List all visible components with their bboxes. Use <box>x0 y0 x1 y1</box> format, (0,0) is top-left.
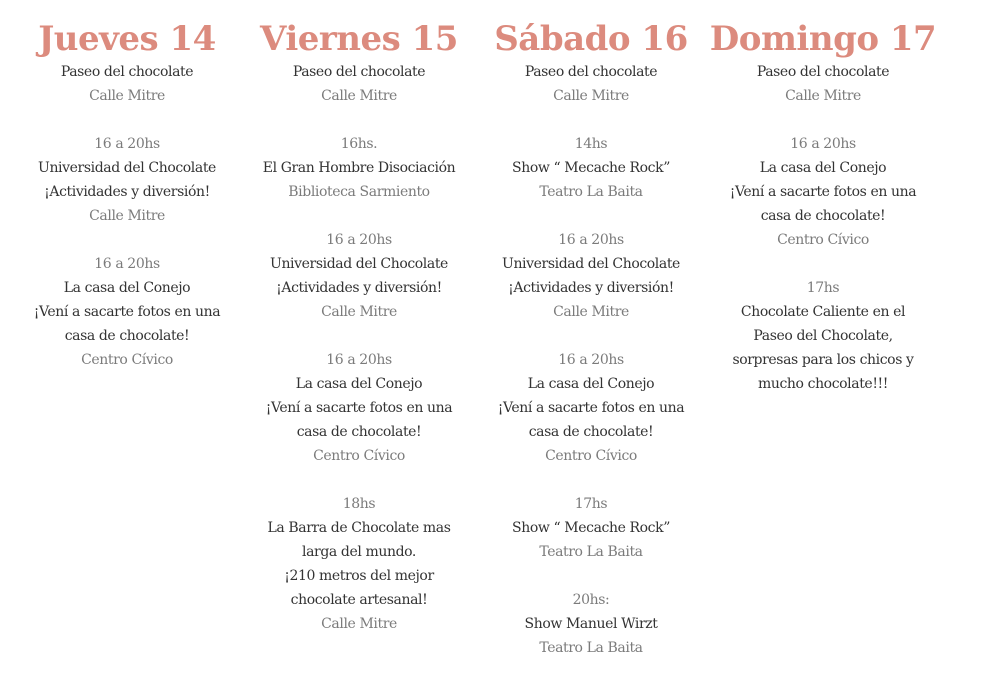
event-list <box>475 60 707 660</box>
day-column <box>11 0 243 372</box>
event-place: Calle Mitre <box>785 88 861 104</box>
event-time: 16hs. <box>340 136 378 152</box>
event-time: 16 a 20hs <box>326 352 392 368</box>
event-description: casa de chocolate! <box>760 208 886 224</box>
event-title: Paseo del chocolate <box>60 64 194 80</box>
event-place: Calle Mitre <box>89 88 165 104</box>
event-place: Calle Mitre <box>321 616 397 632</box>
event-description: ¡Vení a sacarte fotos en una <box>33 304 221 320</box>
event <box>11 132 243 228</box>
event-title: La Barra de Chocolate mas <box>267 520 451 536</box>
event-description: sorpresas para los chicos y <box>732 352 914 368</box>
day-title: Sábado 16 <box>494 19 688 59</box>
event-description: mucho chocolate!!! <box>758 376 888 392</box>
event <box>243 132 475 204</box>
event-time: 17hs <box>574 496 608 512</box>
event-title: Universidad del Chocolate <box>270 256 448 272</box>
event-description: ¡Vení a sacarte fotos en una <box>729 184 917 200</box>
event-place: Centro Cívico <box>81 352 173 368</box>
event-place: Centro Cívico <box>545 448 637 464</box>
day-column <box>475 0 707 660</box>
event-title: Show “ Mecache Rock” <box>512 520 670 536</box>
event-time: 14hs <box>574 136 608 152</box>
event-description: casa de chocolate! <box>64 328 190 344</box>
event-place: Calle Mitre <box>89 208 165 224</box>
event <box>475 228 707 324</box>
event-description: ¡Actividades y diversión! <box>44 184 210 200</box>
event-title: Show Manuel Wirzt <box>524 616 658 632</box>
event-list <box>707 60 939 396</box>
event-place: Teatro La Baita <box>539 184 643 200</box>
event-title: Universidad del Chocolate <box>38 160 216 176</box>
event-time: 17hs <box>806 280 840 296</box>
event-place: Calle Mitre <box>321 304 397 320</box>
event-title: La casa del Conejo <box>63 280 191 296</box>
event-place: Calle Mitre <box>321 88 397 104</box>
event <box>475 588 707 660</box>
event-description: ¡Vení a sacarte fotos en una <box>265 400 453 416</box>
event-time: 16 a 20hs <box>790 136 856 152</box>
event-place: Teatro La Baita <box>539 544 643 560</box>
event <box>707 132 939 252</box>
day-title: Viernes 15 <box>260 19 458 59</box>
event-description: ¡Actividades y diversión! <box>276 280 442 296</box>
event-place: Calle Mitre <box>553 88 629 104</box>
event <box>475 132 707 204</box>
event-list <box>11 60 243 372</box>
event <box>243 492 475 636</box>
event-description: ¡Actividades y diversión! <box>508 280 674 296</box>
event-time: 18hs <box>342 496 376 512</box>
event-title: Paseo del chocolate <box>524 64 658 80</box>
event-time: 16 a 20hs <box>94 256 160 272</box>
event-time: 16 a 20hs <box>558 232 624 248</box>
event <box>707 276 939 396</box>
event <box>11 60 243 108</box>
event <box>243 60 475 108</box>
event-description: Paseo del Chocolate, <box>753 328 893 344</box>
event-time: 16 a 20hs <box>94 136 160 152</box>
event-title: Paseo del chocolate <box>756 64 890 80</box>
event-time: 16 a 20hs <box>326 232 392 248</box>
event-title: La casa del Conejo <box>527 376 655 392</box>
event-description: larga del mundo. <box>302 544 416 560</box>
event-title: Show “ Mecache Rock” <box>512 160 670 176</box>
event <box>243 348 475 468</box>
event-title: La casa del Conejo <box>295 376 423 392</box>
day-title: Jueves 14 <box>38 19 216 59</box>
event <box>475 60 707 108</box>
event-title: Universidad del Chocolate <box>502 256 680 272</box>
event-description: ¡210 metros del mejor <box>284 568 434 584</box>
day-column <box>243 0 475 636</box>
event <box>243 228 475 324</box>
event-title: Chocolate Caliente en el <box>740 304 906 320</box>
event <box>475 348 707 468</box>
event-description: casa de chocolate! <box>528 424 654 440</box>
event-time: 16 a 20hs <box>558 352 624 368</box>
event-place: Centro Cívico <box>777 232 869 248</box>
event <box>11 252 243 372</box>
event-place: Centro Cívico <box>313 448 405 464</box>
event-place: Calle Mitre <box>553 304 629 320</box>
event <box>475 492 707 564</box>
event-place: Teatro La Baita <box>539 640 643 656</box>
event-description: ¡Vení a sacarte fotos en una <box>497 400 685 416</box>
event-description: casa de chocolate! <box>296 424 422 440</box>
event-place: Biblioteca Sarmiento <box>288 184 430 200</box>
day-column <box>707 0 939 396</box>
event-title: Paseo del chocolate <box>292 64 426 80</box>
event-title: El Gran Hombre Disociación <box>262 160 456 176</box>
day-title: Domingo 17 <box>709 19 937 59</box>
event-list <box>243 60 475 636</box>
event <box>707 60 939 108</box>
event-time: 20hs: <box>572 592 610 608</box>
event-title: La casa del Conejo <box>759 160 887 176</box>
event-description: chocolate artesanal! <box>290 592 428 608</box>
